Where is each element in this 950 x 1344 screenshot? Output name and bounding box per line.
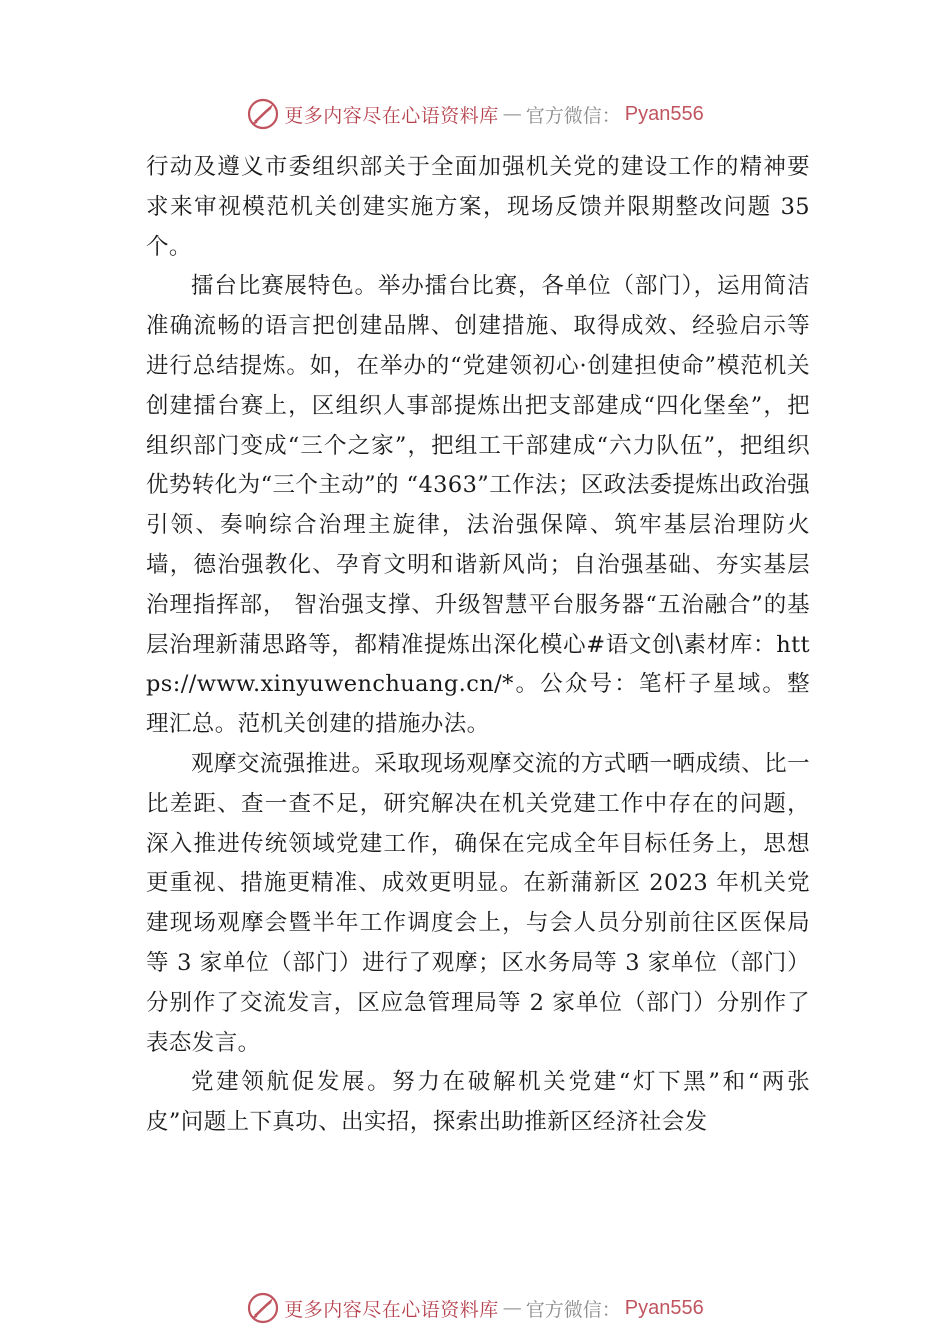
watermark-wechat-label: 官方微信： bbox=[525, 1298, 621, 1321]
watermark-banner-bottom bbox=[0, 1288, 950, 1328]
watermark-dash: — bbox=[502, 103, 522, 125]
watermark-wechat-label: 官方微信： bbox=[525, 104, 621, 127]
pen-logo-icon bbox=[246, 1291, 280, 1325]
watermark-site-text: 更多内容尽在心语资料库 bbox=[284, 104, 499, 127]
watermark-site-text: 更多内容尽在心语资料库 bbox=[284, 1298, 499, 1321]
paragraph-continuation: 行动及遵义市委组织部关于全面加强机关党的建设工作的精神要求来审视模范机关创建实施方案，现场反馈并限期整改问题 35 个。 bbox=[146, 154, 810, 260]
watermark-wechat-id: Pyan556 bbox=[624, 1296, 704, 1319]
pen-logo-icon bbox=[246, 97, 280, 131]
paragraph-party-leadership: 党建领航促发展。努力在破解机关党建“灯下黑”和“两张皮”问题上下真功、出实招，探索出助推新区经济社会发 bbox=[146, 1069, 810, 1136]
watermark-wechat-id: Pyan556 bbox=[624, 102, 704, 125]
watermark-dash: — bbox=[502, 1297, 522, 1319]
paragraph-arena-competition: 擂台比赛展特色。举办擂台比赛，各单位（部门），运用简洁准确流畅的语言把创建品牌、创建措施、取得成效、经验启示等进行总结提炼。如，在举办的“党建领初心·创建担使命”模范机关创建擂台赛上，区组织人事部提炼出把支部建成“四化堡垒”，把组织部门变成“三个之家”，把组工干部建成“六力队伍”，把组织优势转化为“三个主动”的 “4363”工作法；区政法委提炼出政治强引领、奏响综合治理主旋律，法治强保障、筑牢基层治理防火墙，德治强教化、孕育文明和谐新风尚；自治强基础、夯实基层治理指挥部， 智治强支撑、升级智慧平台服务器“五治融合”的基层治理新蒲思路等，都精准提炼出深化模心#语文创\素材库：https://www.xinyuwenchuang.cn/*。公众号：笔杆子星域。整理汇总。范机关创建的措施办法。 bbox=[146, 273, 810, 738]
paragraph-observation-exchange: 观摩交流强推进。采取现场观摩交流的方式晒一晒成绩、比一比差距、查一查不足，研究解决在机关党建工作中存在的问题，深入推进传统领域党建工作，确保在完成全年目标任务上，思想更重视、措施更精准、成效更明显。在新蒲新区 2023 年机关党建现场观摩会暨半年工作调度会上，与会人员分别前往区医保局等 3 家单位（部门）进行了观摩；区水务局等 3 家单位（部门）分别作了交流发言，区应急管理局等 2 家单位（部门）分别作了表态发言。 bbox=[146, 750, 810, 1056]
watermark-banner-top bbox=[0, 94, 950, 134]
document-body bbox=[146, 148, 810, 1143]
